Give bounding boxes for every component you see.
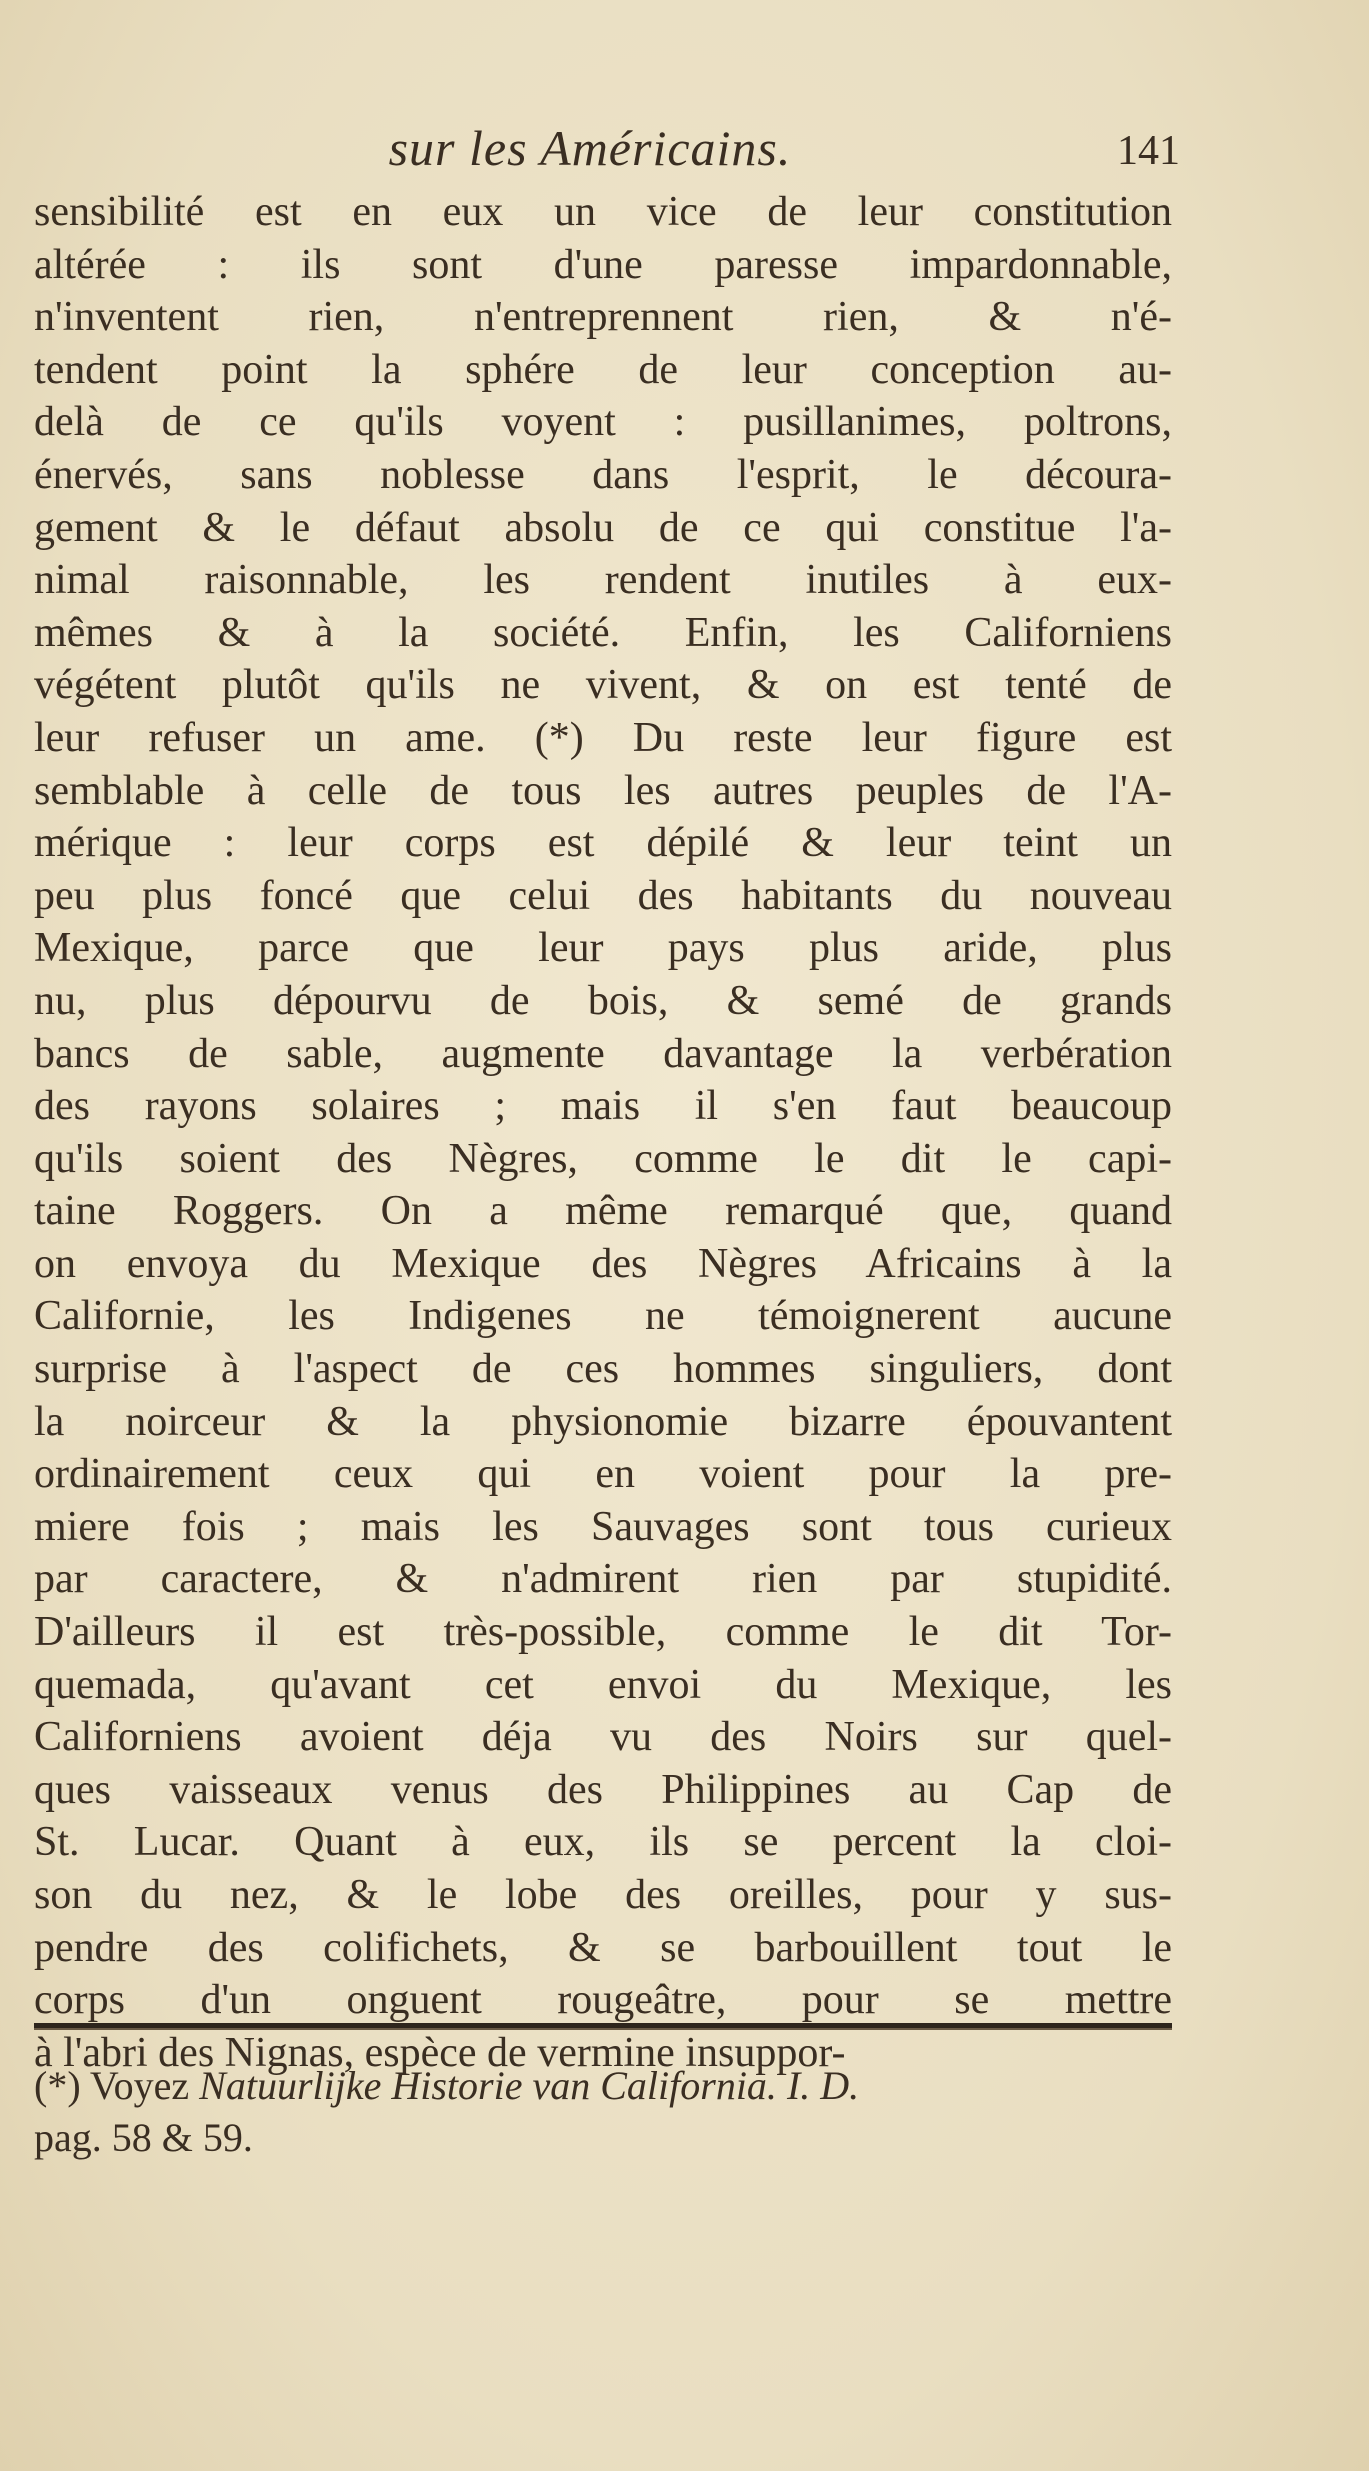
text-line: son du nez, & le lobe des oreilles, pour y sus-	[34, 1872, 1172, 1918]
text-line: pendre des colifichets, & se barbouillent tout le	[34, 1924, 1172, 1971]
text-line: qu'ils soient des Nègres, comme le dit le capi-	[34, 1135, 1172, 1182]
text-line: taine Roggers. On a même remarqué que, quand	[34, 1188, 1172, 1235]
running-title: sur les Américains.	[388, 120, 792, 176]
text-line: D'ailleurs il est très-possible, comme le dit Tor-	[34, 1609, 1172, 1656]
footnote	[34, 2060, 1172, 2164]
text-line: surprise à l'aspect de ces hommes singuliers, dont	[34, 1346, 1172, 1393]
footnote-work-title: Natuurlijke Historie van California.	[199, 2063, 777, 2108]
text-line: bancs de sable, augmente davantage la verbération	[34, 1030, 1172, 1077]
page-number: 141	[1117, 128, 1180, 174]
text-line: nu, plus dépourvu de bois, & semé de grands	[34, 977, 1172, 1024]
footnote-line	[34, 2060, 1172, 2112]
text-line: n'inventent rien, n'entreprennent rien, & n'é-	[34, 294, 1172, 341]
text-line: végétent plutôt qu'ils ne vivent, & on est tenté de	[34, 662, 1172, 709]
text-line: mêmes & à la société. Enfin, les Californiens	[34, 609, 1172, 656]
text-line: tendent point la sphére de leur conception au-	[34, 346, 1172, 393]
footnote-divider	[34, 2023, 1172, 2030]
text-line: nimal raisonnable, les rendent inutiles à eux-	[34, 557, 1172, 604]
text-line: corps d'un onguent rougeâtre, pour se mettre	[34, 1977, 1172, 2024]
text-line: miere fois ; mais les Sauvages sont tous curieux	[34, 1503, 1172, 1550]
footnote-volume: I. D.	[786, 2063, 860, 2108]
text-line: des rayons solaires ; mais il s'en faut beaucoup	[34, 1083, 1172, 1130]
text-line: altérée : ils sont d'une paresse impardonnable,	[34, 241, 1172, 288]
text-line: leur refuser un ame. (*) Du reste leur figure est	[34, 714, 1172, 761]
text-line: gement & le défaut absolu de ce qui constitue l'a-	[34, 504, 1172, 551]
text-line: sensibilité est en eux un vice de leur constitution	[34, 189, 1172, 235]
text-line: à l'abri des Nignas, espèce de vermine insuppor-	[34, 2029, 846, 2076]
page-header	[0, 118, 1369, 188]
text-line: semblable à celle de tous les autres peuples de l'A-	[34, 767, 1172, 814]
text-line: ques vaisseaux venus des Philippines au Cap de	[34, 1766, 1172, 1813]
text-line: Californie, les Indigenes ne témoignerent aucune	[34, 1293, 1172, 1340]
text-line: la noirceur & la physionomie bizarre épouvantent	[34, 1398, 1172, 1445]
text-line: par caractere, & n'admirent rien par stupidité.	[34, 1556, 1172, 1603]
text-line: quemada, qu'avant cet envoi du Mexique, les	[34, 1661, 1172, 1708]
footnote-marker: (*) Voyez	[34, 2063, 190, 2108]
text-line: énervés, sans noblesse dans l'esprit, le découra-	[34, 451, 1172, 498]
text-line: St. Lucar. Quant à eux, ils se percent la cloi-	[34, 1819, 1172, 1866]
text-line: ordinairement ceux qui en voient pour la pre-	[34, 1451, 1172, 1498]
text-line: mérique : leur corps est dépilé & leur teint un	[34, 820, 1172, 867]
text-line: on envoya du Mexique des Nègres Africains à la	[34, 1240, 1172, 1287]
text-line: delà de ce qu'ils voyent : pusillanimes, poltrons,	[34, 399, 1172, 446]
body-text	[34, 186, 1172, 2079]
text-line: Californiens avoient déja vu des Noirs sur quel-	[34, 1714, 1172, 1761]
footnote-pages: pag. 58 & 59.	[34, 2115, 253, 2160]
text-line: peu plus foncé que celui des habitants du nouveau	[34, 872, 1172, 919]
text-line: Mexique, parce que leur pays plus aride, plus	[34, 925, 1172, 972]
